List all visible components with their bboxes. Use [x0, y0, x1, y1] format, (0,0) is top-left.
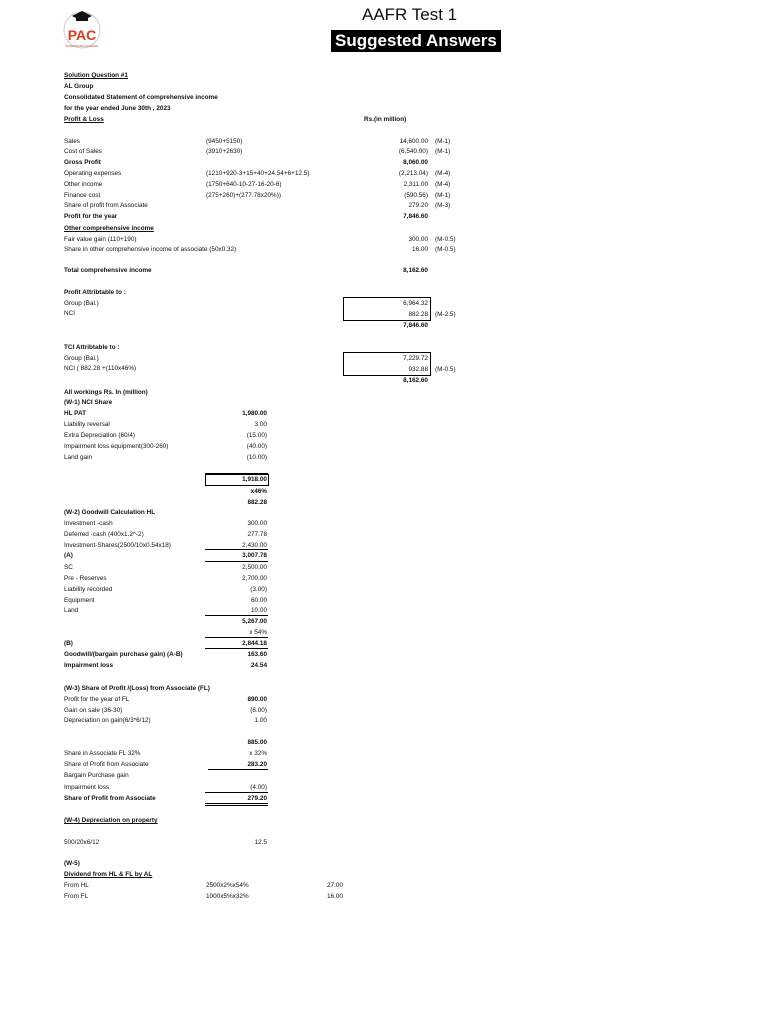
pl-row-amount: 2,311.00	[403, 181, 428, 188]
w3-bp-label: Bargain Purchase gain	[64, 772, 129, 779]
pl-row-label: Sales	[64, 138, 80, 145]
w1-row-label: Land gain	[64, 454, 93, 461]
w2b-row-label: Pre - Reserves	[64, 575, 107, 582]
tci-attr-nci-label: NCI ( 882.28 +(110x46%)	[64, 365, 137, 372]
w2a-row-label: Investment -cash	[64, 520, 113, 527]
w2a-row-amount: 300.00	[247, 520, 267, 527]
w5-row-calc: 2500x2%x54%	[206, 882, 249, 889]
w1-row-amount: (40.00)	[246, 443, 267, 450]
pl-row-mark: (M-1)	[435, 138, 451, 145]
w4-heading: (W-4) Depreciation on property	[64, 817, 158, 824]
w3-imp-label: Impairment loss	[64, 784, 110, 791]
w2b-row-label: Equipment	[64, 597, 95, 604]
w1-row-label: HL PAT	[64, 410, 87, 417]
pac-logo	[62, 6, 102, 56]
w2b-row-amount: 60.00	[251, 597, 267, 604]
oci-row-mark: (M-0.5)	[435, 246, 456, 253]
tci-label: Total comprehensive income	[64, 267, 152, 274]
w1-pct: x46%	[250, 488, 267, 495]
group-name: AL Group	[64, 83, 94, 90]
pl-row-label: Other income	[64, 181, 103, 188]
tci-attr-heading: TCI Attribtable to :	[64, 344, 120, 351]
pl-row-calc: (1750+640-10-27-16-20-6)	[206, 181, 282, 188]
w1-row-amount: 1,980.00	[242, 410, 267, 417]
tci-attr-group-label: Group (Bal.)	[64, 355, 99, 362]
profit-attr-heading: Profit Attribtable to :	[64, 289, 126, 296]
profit-attr-nci-amount: 882.28	[408, 311, 428, 318]
logo-subtext: PROFESSIONAL ACADEMY	[65, 45, 99, 48]
w2-net-assets: 5,267.00	[242, 618, 267, 625]
profit-attr-nci-label: NCI	[64, 310, 76, 317]
w2b-row-amount: 10.00	[251, 607, 267, 614]
w3-sp-label: Share of Profit from Associate	[64, 761, 149, 768]
w1-subtotal: 1,918.00	[242, 476, 267, 483]
solution-heading: Solution Question #1	[64, 72, 128, 79]
w2a-row-amount: 277.78	[247, 531, 267, 538]
w3-share-label: Share in Associate FL 32%	[64, 750, 141, 757]
w2-imp-label: Impairment loss	[64, 662, 114, 669]
w5-subheading: Dividend from HL & FL by AL	[64, 871, 153, 878]
oci-heading: Other comprehensive income	[64, 225, 154, 232]
page-title: AAFR Test 1	[362, 5, 458, 24]
pl-row-mark: (M-1)	[435, 148, 451, 155]
pl-row-amount: (6,540.00)	[398, 148, 428, 155]
w2-a-amount: 3,007.78	[242, 552, 267, 559]
rule	[205, 803, 268, 804]
w4-amount: 12.5	[254, 839, 267, 846]
w2-pct: x 54%	[249, 629, 267, 636]
profit-attr-group-amount: 6,964.32	[403, 300, 428, 307]
pl-row-calc: (1210+920-3+15+40+24.54+6+12.5)	[206, 170, 310, 177]
w1-row-amount: (10.00)	[246, 454, 267, 461]
w5-row-calc: 1000x5%x32%	[206, 893, 249, 900]
w2a-row-label: Deferred -cash (400x1.2^-2)	[64, 531, 144, 538]
currency-label: Rs.(in million)	[364, 116, 407, 123]
w5-row-amount: 16.00	[327, 893, 343, 900]
w3-row-amount: 890.00	[247, 696, 267, 703]
profit-attr-group-label: Group (Bal.)	[64, 300, 99, 307]
w1-result: 882.28	[247, 499, 267, 506]
w5-row-label: From FL	[64, 893, 89, 900]
pl-row-label: Cost of Sales	[64, 148, 103, 155]
oci-row-amount: 300.00	[408, 236, 428, 243]
tci-attr-nci-amount: 932.88	[408, 366, 428, 373]
oci-row-mark: (M-0.5)	[435, 236, 456, 243]
pl-row-amount: 279.20	[408, 202, 428, 209]
w3-row-amount: 1.00	[254, 717, 267, 724]
w3-sp-amount: 283.20	[247, 761, 267, 768]
logo-text: PAC	[67, 27, 97, 43]
w2b-row-amount: (3.00)	[250, 586, 267, 593]
pl-row-calc: (275+260)+(277.78x20%))	[206, 192, 281, 199]
page-subtitle: Suggested Answers	[331, 30, 501, 52]
pl-row-amount: (590.56)	[404, 192, 428, 199]
w2b-row-label: SC	[64, 564, 73, 571]
statement-period: for the year ended June 30th , 2023	[64, 105, 171, 112]
w3-adjusted: 885.00	[247, 739, 267, 746]
pl-heading: Profit & Loss	[64, 116, 104, 123]
pl-row-amount: 8,060.00	[403, 159, 428, 166]
w2b-row-amount: 2,500.00	[242, 564, 267, 571]
w5-row-label: From HL	[64, 882, 89, 889]
tci-amount: 8,162.60	[403, 267, 428, 274]
pl-row-amount: 14,600.00	[399, 138, 428, 145]
w3-share-pct: x 32%	[249, 750, 267, 757]
w2-heading: (W-2) Goodwill Calculation HL	[64, 509, 156, 516]
w2b-row-amount: 2,700.00	[242, 575, 267, 582]
w2b-row-label: Liability recorded	[64, 586, 113, 593]
statement-title: Consolidated Statement of comprehensive income	[64, 94, 218, 101]
rule	[205, 805, 268, 806]
profit-attr-nci-mark: (M-2.5)	[435, 311, 456, 318]
w2a-row-amount: 2,430.00	[242, 542, 267, 549]
pl-row-calc: (3910+2630)	[206, 148, 243, 155]
tci-attr-total: 8,162.60	[403, 377, 428, 384]
oci-row-amount: 16.00	[412, 246, 428, 253]
w3-final-amount: 279.20	[247, 795, 267, 802]
w2-gw-amount: 163.60	[247, 651, 267, 658]
pl-row-mark: (M-4)	[435, 170, 451, 177]
workings-heading: All workings Rs. In (million)	[64, 389, 148, 396]
pl-row-amount: (2,213.04)	[398, 170, 428, 177]
w3-row-label: Depreciation on gain(6/3*6/12)	[64, 717, 151, 724]
tci-attr-nci-mark: (M-0.5)	[435, 366, 456, 373]
pl-row-label: Share of profit from Associate	[64, 202, 148, 209]
profit-attr-total: 7,846.60	[403, 322, 428, 329]
w3-row-label: Gain on sale (36-30)	[64, 707, 123, 714]
w1-heading: (W-1) NCI Share	[64, 399, 113, 406]
w3-imp-amount: (4.00)	[250, 784, 267, 791]
w3-row-label: Profit for the year of FL	[64, 696, 130, 703]
pl-row-amount: 7,846.60	[403, 213, 428, 220]
oci-row-label: Share in other comprehensive income of associate (50x0.32)	[64, 246, 237, 253]
w3-heading: (W-3) Share of Profit /(Loss) from Associate (FL)	[64, 685, 210, 692]
w1-row-label: Liability reversal	[64, 421, 110, 428]
w2-b-amount: 2,844.18	[242, 640, 267, 647]
pl-row-mark: (M-1)	[435, 192, 451, 199]
w1-row-amount: (15.00)	[246, 432, 267, 439]
w4-calc: 500/20x6/12	[64, 839, 100, 846]
rule	[208, 769, 268, 770]
w2-a-label: (A)	[64, 552, 73, 559]
pl-row-label: Finance cost	[64, 192, 101, 199]
w1-row-label: Extra Depreciation (60/4)	[64, 432, 136, 439]
pl-row-mark: (M-3)	[435, 202, 451, 209]
oci-row-label: Fair value gain (110+190)	[64, 236, 137, 243]
pl-row-calc: (9450+5150)	[206, 138, 243, 145]
tci-attr-group-amount: 7,229.72	[403, 355, 428, 362]
pl-row-label: Profit for the year	[64, 213, 118, 220]
w2b-row-label: Land	[64, 607, 79, 614]
w2-b-label: (B)	[64, 640, 73, 647]
w3-row-amount: (6.00)	[250, 707, 267, 714]
w5-heading: (W-5)	[64, 860, 80, 867]
w5-row-amount: 27.00	[327, 882, 343, 889]
w3-final-label: Share of Profit from Associate	[64, 795, 156, 802]
w2-gw-label: Goodwill/(bargain purchase gain) (A-B)	[64, 651, 183, 658]
w1-row-amount: 3.00	[254, 421, 267, 428]
pl-row-label: Gross Profit	[64, 159, 101, 166]
w2-imp-amount: 24.54	[251, 662, 267, 669]
w1-row-label: Impairment loss equipment(300-260)	[64, 443, 169, 450]
w2a-row-label: Investment-Shares(2500/10x0.54x18)	[64, 542, 171, 549]
pl-row-mark: (M-4)	[435, 181, 451, 188]
pl-row-label: Operating expenses	[64, 170, 122, 177]
